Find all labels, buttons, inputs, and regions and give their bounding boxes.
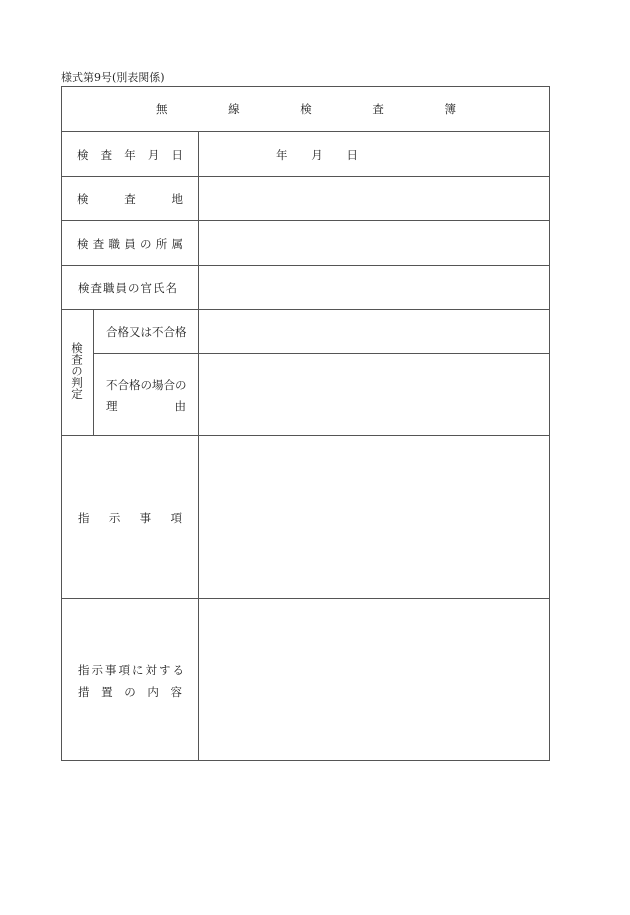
label-reason-line1: 不合格の場合の — [106, 378, 187, 392]
label-inspection-date: 検 査 年 月 日 — [77, 148, 183, 162]
label-instructions: 指 示 事 項 — [78, 511, 182, 525]
label-inspector-name: 検査職員の官氏名 — [78, 281, 178, 295]
field-inspection-place[interactable] — [199, 177, 549, 220]
label-reason-line2: 理 由 — [106, 399, 186, 413]
field-inspection-date[interactable]: 年 月 日 — [276, 148, 358, 162]
field-inspector-affiliation[interactable] — [199, 221, 549, 265]
label-inspection-place: 検 査 地 — [77, 192, 183, 206]
label-pass-fail: 合格又は不合格 — [106, 325, 187, 339]
document-title: 無 線 検 査 簿 — [156, 102, 456, 116]
form-number: 様式第9号(別表関係) — [61, 71, 165, 84]
field-inspector-name[interactable] — [199, 266, 549, 309]
label-measures-line2: 措 置 の 内 容 — [78, 685, 182, 699]
field-instructions[interactable] — [199, 436, 549, 598]
label-measures-line1: 指示事項に対する — [78, 663, 186, 677]
label-judgment: 検査の判定 — [70, 342, 84, 400]
field-reason[interactable] — [199, 354, 549, 435]
field-pass-fail[interactable] — [199, 310, 549, 353]
field-measures[interactable] — [199, 599, 549, 760]
label-inspector-affiliation: 検 査 職 員 の 所 属 — [77, 237, 183, 251]
